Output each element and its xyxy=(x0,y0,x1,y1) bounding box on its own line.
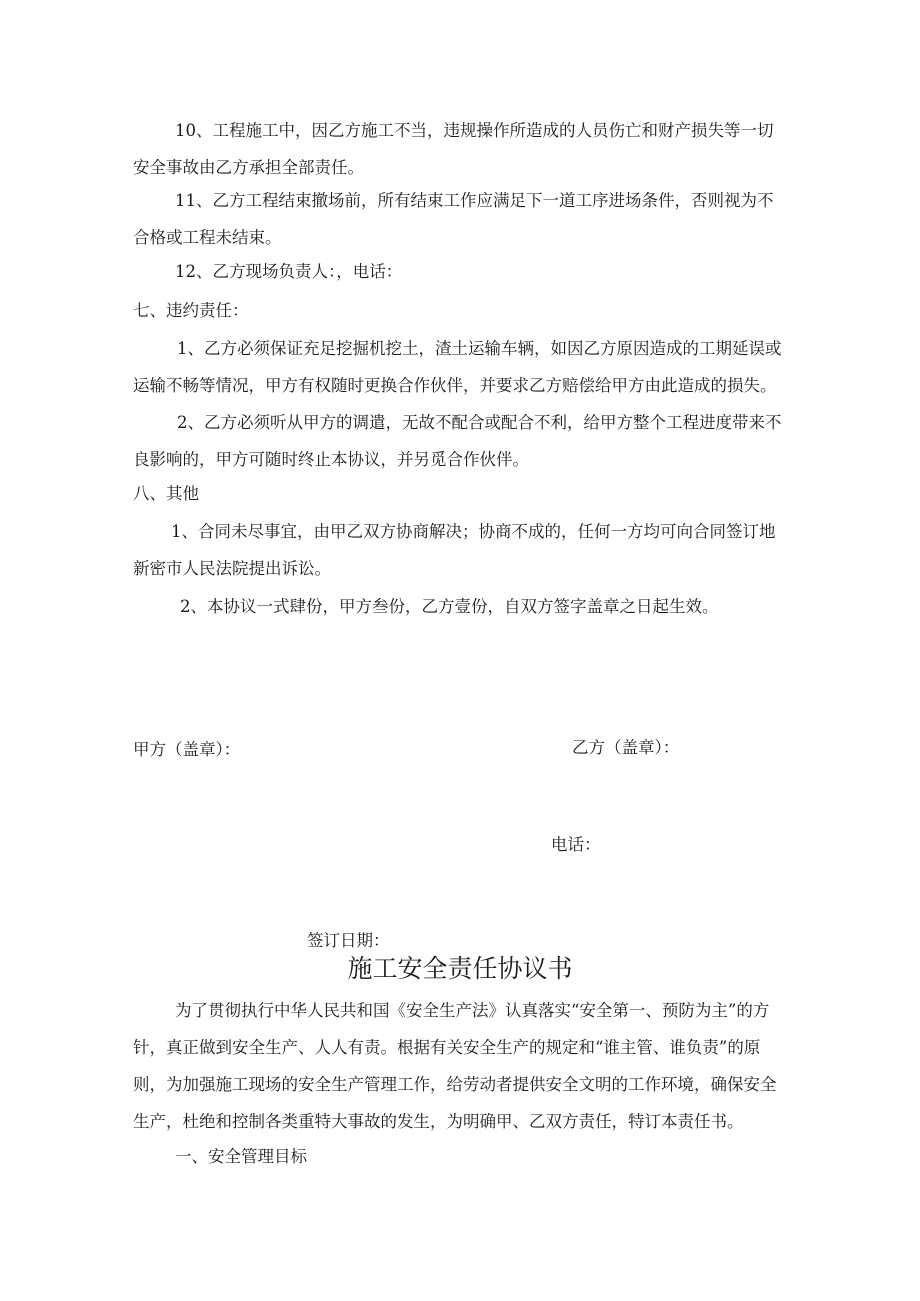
party-a-seal-label: 甲方（盖章）： xyxy=(133,740,241,759)
document-title: 施工安全责任协议书 xyxy=(347,954,573,983)
sign-date-label: 签订日期： xyxy=(307,931,390,950)
intro-paragraph: 为了贯彻执行中华人民共和国《安全生产法》认真落实“安全第一、预防为主”的方针，真正做到安全生产、人人有责。根据有关安全生产的规定和“谁主管、谁负责”的原则，为加强施工现场的安全生产管理工作，给劳动者提供安全文明的工作环境，确保安全生产，杜绝和控制各类重特大事故的发生，为明确甲、乙双方责任，特订本责任书。 xyxy=(133,1001,777,1131)
section-7-clause-1: 1、乙方必须保证充足挖掘机挖土，渣土运输车辆，如因乙方原因造成的工期延误或运输不畅等情况，甲方有权随时更换合作伙伴，并要求乙方赔偿给甲方由此造成的损失。 xyxy=(133,339,782,395)
section-8-clause-1: 1、合同未尽事宜，由甲乙双方协商解决；协商不成的，任何一方均可向合同签订地新密市人民法院提出诉讼。 xyxy=(133,522,776,578)
clause-11: 11、乙方工程结束撤场前，所有结束工作应满足下一道工序进场条件，否则视为不合格或工程未结束。 xyxy=(133,191,774,247)
section-7-heading: 七、违约责任： xyxy=(133,301,249,320)
phone-label: 电话： xyxy=(551,835,601,854)
clause-12: 12、乙方现场负责人：，电话： xyxy=(175,262,403,281)
section-8-heading: 八、其他 xyxy=(133,484,199,503)
section-8-clause-2: 2、本协议一式肆份，甲方叁份，乙方壹份，自双方签字盖章之日起生效。 xyxy=(180,597,719,616)
section-1-heading: 一、安全管理目标 xyxy=(175,1147,307,1166)
clause-10: 10、工程施工中，因乙方施工不当，违规操作所造成的人员伤亡和财产损失等一切安全事故由乙方承担全部责任。 xyxy=(133,121,774,177)
section-7-clause-2: 2、乙方必须听从甲方的调遣，无故不配合或配合不利，给甲方整个工程进度带来不良影响的，甲方可随时终止本协议，并另觅合作伙伴。 xyxy=(133,413,782,469)
party-b-seal-label: 乙方（盖章）： xyxy=(572,738,680,757)
